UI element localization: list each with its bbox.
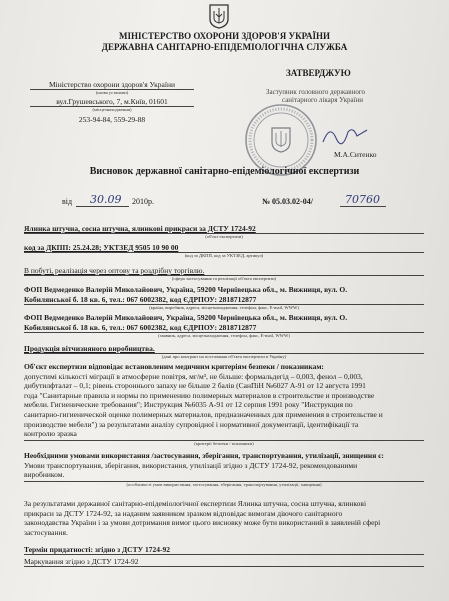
- object-name: Ялинка штучна, сосна штучна, ялинкові прикраси за ДСТУ 1724-92: [24, 224, 256, 233]
- conclusion-line: За результатами державної санітарно-епідеміологічної експертизи Ялинка штучна, сосна штучна, ялинкові: [24, 499, 367, 508]
- expertise-line: мебели. Гигиенические требования"; Инструкция №6035 А-91 от 12 серпня 1991 року "Инструкция по: [24, 400, 353, 410]
- conditions-line: Необхідними умовами використання /застосування, зберігання, транспортування, утилізації, знищення є:: [24, 451, 384, 460]
- approval-position-line2: санітарного лікаря України: [282, 96, 364, 104]
- expertise-line: дибутилфталат – 0,1; рівень стороннього запаху не більше 2 балів (СанПіН №6027 А-91 от 12 августа 1991: [24, 381, 366, 391]
- conclusion-line: законодавства України і за умови дотримання вимог цього висновку може бути використаний в заявленій сфері: [24, 518, 381, 528]
- signature-icon: [320, 120, 370, 150]
- conclusion-line: прикраси за ДСТУ 1724-92, за наданим заявником зразком відповідає вимогам діючого санітарного: [24, 508, 343, 518]
- production-caption: (дані про контракт на постачання об'єкта експертизи в Україну): [161, 354, 287, 359]
- date-suffix: 2010р.: [132, 197, 154, 206]
- object-codes: код за ДКПП: 25.24.28; УКТЗЕД 9505 10 90 00: [24, 243, 179, 252]
- marking: Маркування згідно з ДСТУ 1724-92: [24, 557, 139, 566]
- production-label: Продукція вітчизняного виробництва.: [24, 344, 155, 353]
- expertise-line: контролю зразка: [24, 429, 77, 439]
- conditions-caption: (особливості умов використання, застосування, зберігання, транспортування, утилізації, знищення): [126, 482, 322, 487]
- ministry-header: МІНІСТЕРСТВО ОХОРОНИ ЗДОРОВ'Я УКРАЇНИ: [119, 31, 330, 41]
- approval-signatory: М.А.Ситенко: [334, 150, 377, 159]
- number-prefix: № 05.03.02-04/: [262, 197, 313, 206]
- approval-position-line1: Заступник головного державного: [266, 88, 366, 96]
- expertise-line: допустимі кількості міграції в атмосферне повітря, мг/м³, не більше: формальдегід – 0,003, фенол – 0,003,: [24, 371, 363, 381]
- object-codes-caption: (код за ДКПП, код за УКТЗЕД, артикул): [184, 253, 264, 258]
- service-header: ДЕРЖАВНА САНІТАРНО-ЕПІДЕМІОЛОГІЧНА СЛУЖБА: [101, 42, 348, 52]
- applicant-line1: ФОП Ведмеденко Валерій Миколайович, Україна, 59200 Чернівецька обл., м. Вижниця, вул. О.: [24, 313, 348, 322]
- expertise-caption: (критерії безпеки / показники): [194, 441, 254, 446]
- object-usage-caption: (сфера застосування та реалізації об'єкта експертизи): [171, 276, 277, 281]
- object-usage: В побуті, реалізація через оптову та роздрібну торгівлю.: [24, 266, 205, 275]
- issuer-address-caption: (місцезнаходження): [92, 107, 132, 112]
- expertise-line: санитарно-гигиенической оценке полимерных материалов, предназначенных для применения в строительстве и: [24, 409, 383, 419]
- issuer-name: Міністерство охорони здоров'я України: [48, 80, 176, 89]
- manufacturer-caption: (країна, виробник, адреса, місцезнаходження, телефон, факс, E-mail, WWW): [149, 305, 299, 310]
- expertise-line: производстве мебели") за результатами аналізу супровідної і нормативної документації, ідентифікації та: [24, 419, 359, 429]
- issuer-name-caption: (назва установи): [95, 90, 129, 95]
- issuer-address: вул.Грушевського, 7, м.Київ, 01601: [56, 97, 168, 106]
- manufacturer-line2: Кобилянської б. 18 кв. 6, тел.: 067 6002382, код ЄДРПОУ: 2818712877: [24, 295, 257, 304]
- coat-of-arms-icon: [208, 3, 230, 29]
- conditions-line: виробником.: [24, 470, 65, 480]
- document-title: Висновок державної санітарно-епідеміологічної експертизи: [89, 166, 360, 177]
- conclusion-line: застосування.: [24, 527, 68, 537]
- conclusion-block: [24, 499, 432, 537]
- applicant-line2: Кобилянської б. 18 кв. 6, тел.: 067 6002382, код ЄДРПОУ: 2818712877: [24, 323, 257, 332]
- manufacturer-line1: ФОП Ведмеденко Валерій Миколайович, Україна, 59200 Чернівецька обл., м. Вижниця, вул. О.: [24, 285, 348, 294]
- object-name-caption: (об'єкт експертизи): [205, 234, 243, 239]
- expertise-line: года "Санитарные правила и нормы по применению полимерных материалов в строительстве и производстве: [24, 390, 375, 400]
- date-prefix: від: [62, 197, 73, 206]
- issuer-phones: 253-94-84, 559-29-88: [78, 115, 146, 124]
- number-handwritten: 70760: [345, 193, 380, 206]
- conditions-block: [24, 451, 432, 480]
- conditions-line: Умови транспортування, зберігання, використання, утилізації згідно з ДСТУ 1724-92, рекомендованими: [24, 460, 358, 470]
- approval-title: ЗАТВЕРДЖУЮ: [286, 68, 351, 78]
- shelf-life: Термін придатності: згідно з ДСТУ 1724-92: [24, 545, 170, 554]
- applicant-caption: (заявник, адреса, місцезнаходження, телефон, факс, E-mail, WWW): [158, 333, 290, 338]
- expertise-block: [24, 362, 432, 439]
- date-handwritten: 30.09: [90, 193, 122, 206]
- expertise-line: Об'єкт експертизи відповідає встановленим медичним критеріям безпеки / показникам:: [24, 362, 324, 371]
